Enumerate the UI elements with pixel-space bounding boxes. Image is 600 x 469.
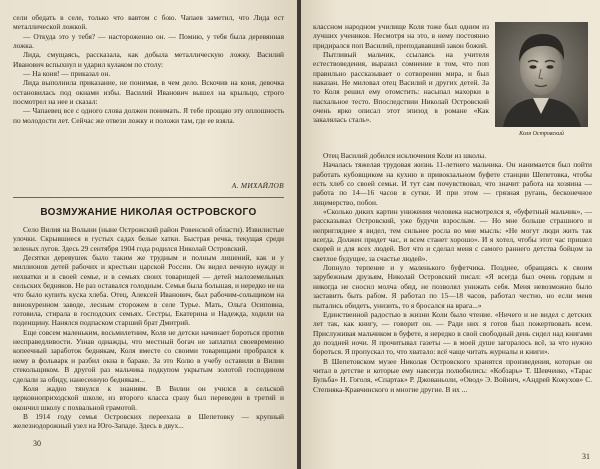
article-text-continued: [313, 22, 489, 125]
paragraph: Десятки деревушек было таким же трудным и полным лишений, как и у миллионов детей рабочих и крестьян царской России. Он видел вечную нужду и нехватки и в своей семье, и в семьях своих товарищей — детей малоземельных сельских бедняков. Не раз оставался голодным. Семья была большая, и нередко не на что было купить куска хлеба. Отец, Алексей Иванович, был рабочим-сольщиком на винокуренном заводе, лесным сторожем в селе Турье. Мать, Ольга Осиповна, готовила, стирала в господских семьях. Сестры, Екатерина и Надежда, ходили на поденщину. Нанялся подпаском старший брат Дмитрий.: [13, 253, 284, 328]
paragraph: — На коня! — приказал он.: [23, 69, 111, 79]
article-heading: ВОЗМУЖАНИЕ НИКОЛАЯ ОСТРОВСКОГО: [40, 207, 257, 218]
portrait-photo: [495, 22, 588, 127]
portrait-image: [495, 22, 588, 127]
paragraph: Началась тяжелая трудовая жизнь 11-летнего мальчика. Он нанимается был пойти работать кубовщиком на кухню в привокзальном буфете станции Шепетовка, чтобы есть хлеб со своей семьи. И тут сам почувствовал, что значит работа на хозяина — работа по 14—16 часов в сутки. И при этом — грязная ругань, бесконечное лицемерство, побои.: [313, 160, 592, 207]
left-page: [0, 0, 297, 469]
photo-caption: Коля Островский: [519, 131, 564, 137]
paragraph: Лида выполнила приказание, не понимая, в чем дело. Вскочив на коня, девочка остановилась под окнами избы. Василий Иванович вышел на крыльцо, строго посмотрел на нее и сказал:: [13, 78, 284, 107]
paragraph: Отец Василий добился исключения Коли из школы.: [323, 151, 487, 160]
paragraph: В Шепетовском музее Николая Островского хранятся произведения, которые он читал в детстве и которые ему навсегда полюбились: «Кобзарь» Т. Шевченко, «Тарас Бульба» Н. Гоголя, «Спартак» Р. Джованьоли, «Овод» Э. Войнич, «Андрей Кожухов» С. Степняка-Кравчинского и многие другие. В их ...: [313, 356, 592, 394]
page-number: 31: [582, 452, 590, 461]
paragraph: — Откуда это у тебя? — настороженно он. — Помню, у тебя была деревянная ложка.: [13, 31, 284, 51]
paragraph: Село Вилия на Волыни (ныне Острожский район Ровенской области). Извилистые улочки. Скрывшиеся в густых садах белые хатки. Быстрая речка, текущая среди зеленых лугов. Здесь 29 сентября 1904 года родился Николай Островский.: [13, 225, 284, 253]
previous-story-text: [13, 13, 284, 125]
paragraph: Пытливый мальчик, ссылаясь на учителя естествоведения, выразил сомнение в том, что поп правильно рассказывает о сотворении мира, и был наказан. Не миловал отец Василий и других детей. За то Коля решил ему отомстить: насыпал махорки в пасхальное тесто. Впоследствии Николай Островский очень ярко описал этот эпизод в романе «Как закалялась сталь».: [313, 50, 489, 125]
paragraph: Лида, смущаясь, рассказала, как добыла металлическую ложку. Василий Иванович вспыхнул и ударил кулаком по столу:: [13, 50, 284, 69]
author-signature: А. МИХАЙЛОВ: [231, 181, 284, 190]
paragraph: сели обедать в селе, только что вавтом с бою. Чапаев заметил, что Лида ест металлической ложкой.: [13, 13, 284, 32]
paragraph: В 1914 году семья Островских переехала в Шепетовку — крупный железнодорожный узел на Юго-Западе. Здесь в двух...: [13, 411, 284, 431]
article-text: [13, 225, 284, 431]
paragraph: классном народном училище Коля тоже был одним из лучших учеников. Несмотря на это, в нему постоянно придирался поп Василий, преподававший закон божий.: [313, 22, 489, 50]
page-number: 30: [33, 439, 41, 448]
right-page: [301, 0, 600, 469]
paragraph: Еще совсем маленьким, восьмилетним, Коля не детски начинает бороться против несправедливости. Узнав однажды, что местный богач не заплатил своевременно копеечный заработок беднякам, Коля вместе со своими товарищами пробрался к нему в фольварк и разбил окна в бараке. За это Колю в учебу оставили в Вилии стекольщиком. В другой раз мальчика подкупом укрытым золотой господином сделали за обиду, нанесенную беднякам...: [13, 327, 284, 384]
paragraph: Лопнуло терпение и у маленького буфетчика. Позднее, обращаясь к своим зарубежным друзьям, Николай Островский писал: «Я всегда был очень гордым и никогда не сносил молча обид, не позволял унижать себя. Меня невозможно было заставить быть рабом. Я работал по 15—18 часов, работал честно, но если меня пытались обидеть, унизить, то я бросался на врага...»: [313, 263, 592, 310]
paragraph: Коля жадно тянулся к знаниям. В Вилии он учился в сельской церковноприходской школе, из второго класса сразу был переведен в третий и окончил школу с похвальной грамотой.: [13, 383, 284, 412]
section-divider: [13, 197, 284, 198]
paragraph: — Чапаевец все с одного слова должен понимать. Я тебе прощаю эту оплошность по молодости лет. Сейчас же отвези ложку и положи там, где ее взяла.: [13, 106, 284, 125]
paragraph: «Сколько диких картин унижения человека насмотрелся я, «буфетный мальчик», — рассказывал Островский, уже будучи взрослым. — Но мне больше страшного и непригляднее я видел, тем сильнее росла во мне мысль: «Не могут люди жить так всегда. Должен придет час, и всем станет хорошо». И я хотел, чтобы этот час пришел скорей и для всех людей. Вот что и сделал меня с самого раннего детства бойцом за светлое будущее, за счастье людей».: [313, 207, 592, 263]
paragraph: Единственной радостью в жизни Коли было чтение. «Ничего и не видел с детских лет так, как книгу, — говорит он. — Ради них я готов был пожертвовать всем. Прислуживая мальчиком в буфете, я нередко в свой свободный день сидел над книгами до поздней ночи. Я прочитывал газеты — в моей душе загоралось всё, за что нужно бороться. Я пропускал то, что хватало: всё чаще читать журналы и книги».: [313, 309, 592, 357]
article-text-lower: [313, 151, 592, 394]
